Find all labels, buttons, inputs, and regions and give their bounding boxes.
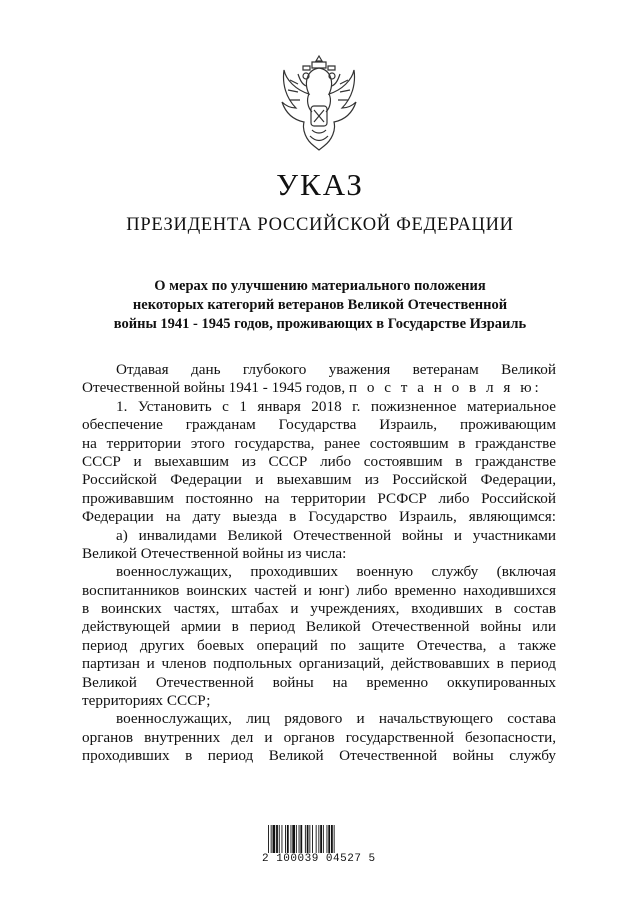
body-line: период других боевых операций по защите Отечества, а также: [82, 636, 556, 654]
body-line: проживавшим постоянно на территории РСФСР либо Российской: [82, 489, 556, 507]
body-line: территориях СССР;: [82, 692, 211, 710]
decree-heading: [100, 277, 540, 334]
body-line: военнослужащих, проходивших военную службу (включая: [116, 563, 556, 581]
body-line: Великой Отечественной войны на временно оккупированных: [82, 673, 556, 691]
barcode-stripe: [273, 825, 276, 853]
barcode-stripe: [309, 825, 310, 853]
body-line: а) инвалидами Великой Отечественной войны и участниками: [116, 526, 556, 544]
barcode-stripe: [282, 825, 283, 853]
barcode-stripe: [331, 825, 333, 853]
barcode-stripe: [300, 825, 302, 853]
barcode-number: 2 100039 04527 5: [262, 853, 376, 865]
heading-line: войны 1941 - 1945 годов, проживающих в Государстве Израиль: [113, 316, 527, 332]
decree-body: [82, 361, 556, 766]
document-title: УКАЗ: [276, 167, 364, 202]
heading-line: некоторых категорий ветеранов Великой Отечественной: [132, 297, 508, 313]
barcode-stripe: [296, 825, 297, 853]
body-line: в воинских частях, штабах и учреждениях, входивших в состав: [82, 600, 556, 618]
state-emblem-icon: [276, 50, 362, 154]
barcode-stripe: [312, 825, 313, 853]
body-line: Отдавая дань глубокого уважения ветеранам Великой: [116, 361, 556, 378]
body-line: обеспечение гражданам Государства Израиль, проживающим: [82, 416, 556, 434]
body-line-text: Отечественной войны 1941 - 1945 годов,: [82, 379, 346, 397]
barcode-stripe: [285, 825, 286, 853]
body-line: Российской Федерации и выехавшим из Российской Федерации,: [82, 471, 556, 489]
decree-word: п о с т а н о в л я ю:: [348, 379, 542, 397]
body-line: воспитанников воинских частей и юнг) либо временно находившихся: [82, 581, 556, 599]
barcode-stripe: [334, 825, 335, 853]
body-line: партизан и членов подпольных организаций, действовавших в период: [82, 655, 556, 673]
body-line: Великой Отечественной войны из числа:: [82, 544, 347, 562]
body-line: [82, 379, 556, 397]
barcode-stripe: [328, 825, 330, 853]
barcode-stripe: [318, 825, 319, 853]
barcode-stripe: [316, 825, 317, 853]
body-line: Федерации на дату выезда в Государство Израиль, являющимся:: [82, 508, 556, 526]
document-subtitle: ПРЕЗИДЕНТА РОССИЙСКОЙ ФЕДЕРАЦИИ: [126, 215, 514, 235]
barcode-stripe: [291, 825, 292, 853]
body-line: на территории этого государства, ранее состоявшим в гражданстве: [82, 434, 556, 452]
body-line: органов внутренних дел и органов государственной безопасности,: [82, 728, 556, 746]
barcode-stripe: [327, 825, 328, 853]
barcode-stripe: [299, 825, 300, 853]
barcode-stripe: [323, 825, 324, 853]
barcode-stripe: [292, 825, 295, 853]
body-line: проходивших в период Великой Отечественной войны службу: [82, 747, 556, 765]
body-line: действующей армии в период Великой Отечественной войны или: [82, 618, 556, 636]
barcode-stripe: [305, 825, 306, 853]
barcode-stripe: [307, 825, 309, 853]
barcode-stripe: [287, 825, 289, 853]
barcode-stripe: [268, 825, 269, 853]
body-line: военнослужащих, лиц рядового и начальствующего состава: [116, 710, 556, 728]
body-line: 1. Установить с 1 января 2018 г. пожизненное материальное: [116, 397, 556, 415]
barcode-stripe: [271, 825, 272, 853]
barcode-stripe: [279, 825, 280, 853]
barcode-stripe: [320, 825, 322, 853]
body-line: СССР и выехавшим из СССР либо состоявшим в гражданстве: [82, 452, 556, 470]
barcode-stripe: [276, 825, 278, 853]
heading-line: О мерах по улучшению материального положения: [154, 278, 486, 294]
